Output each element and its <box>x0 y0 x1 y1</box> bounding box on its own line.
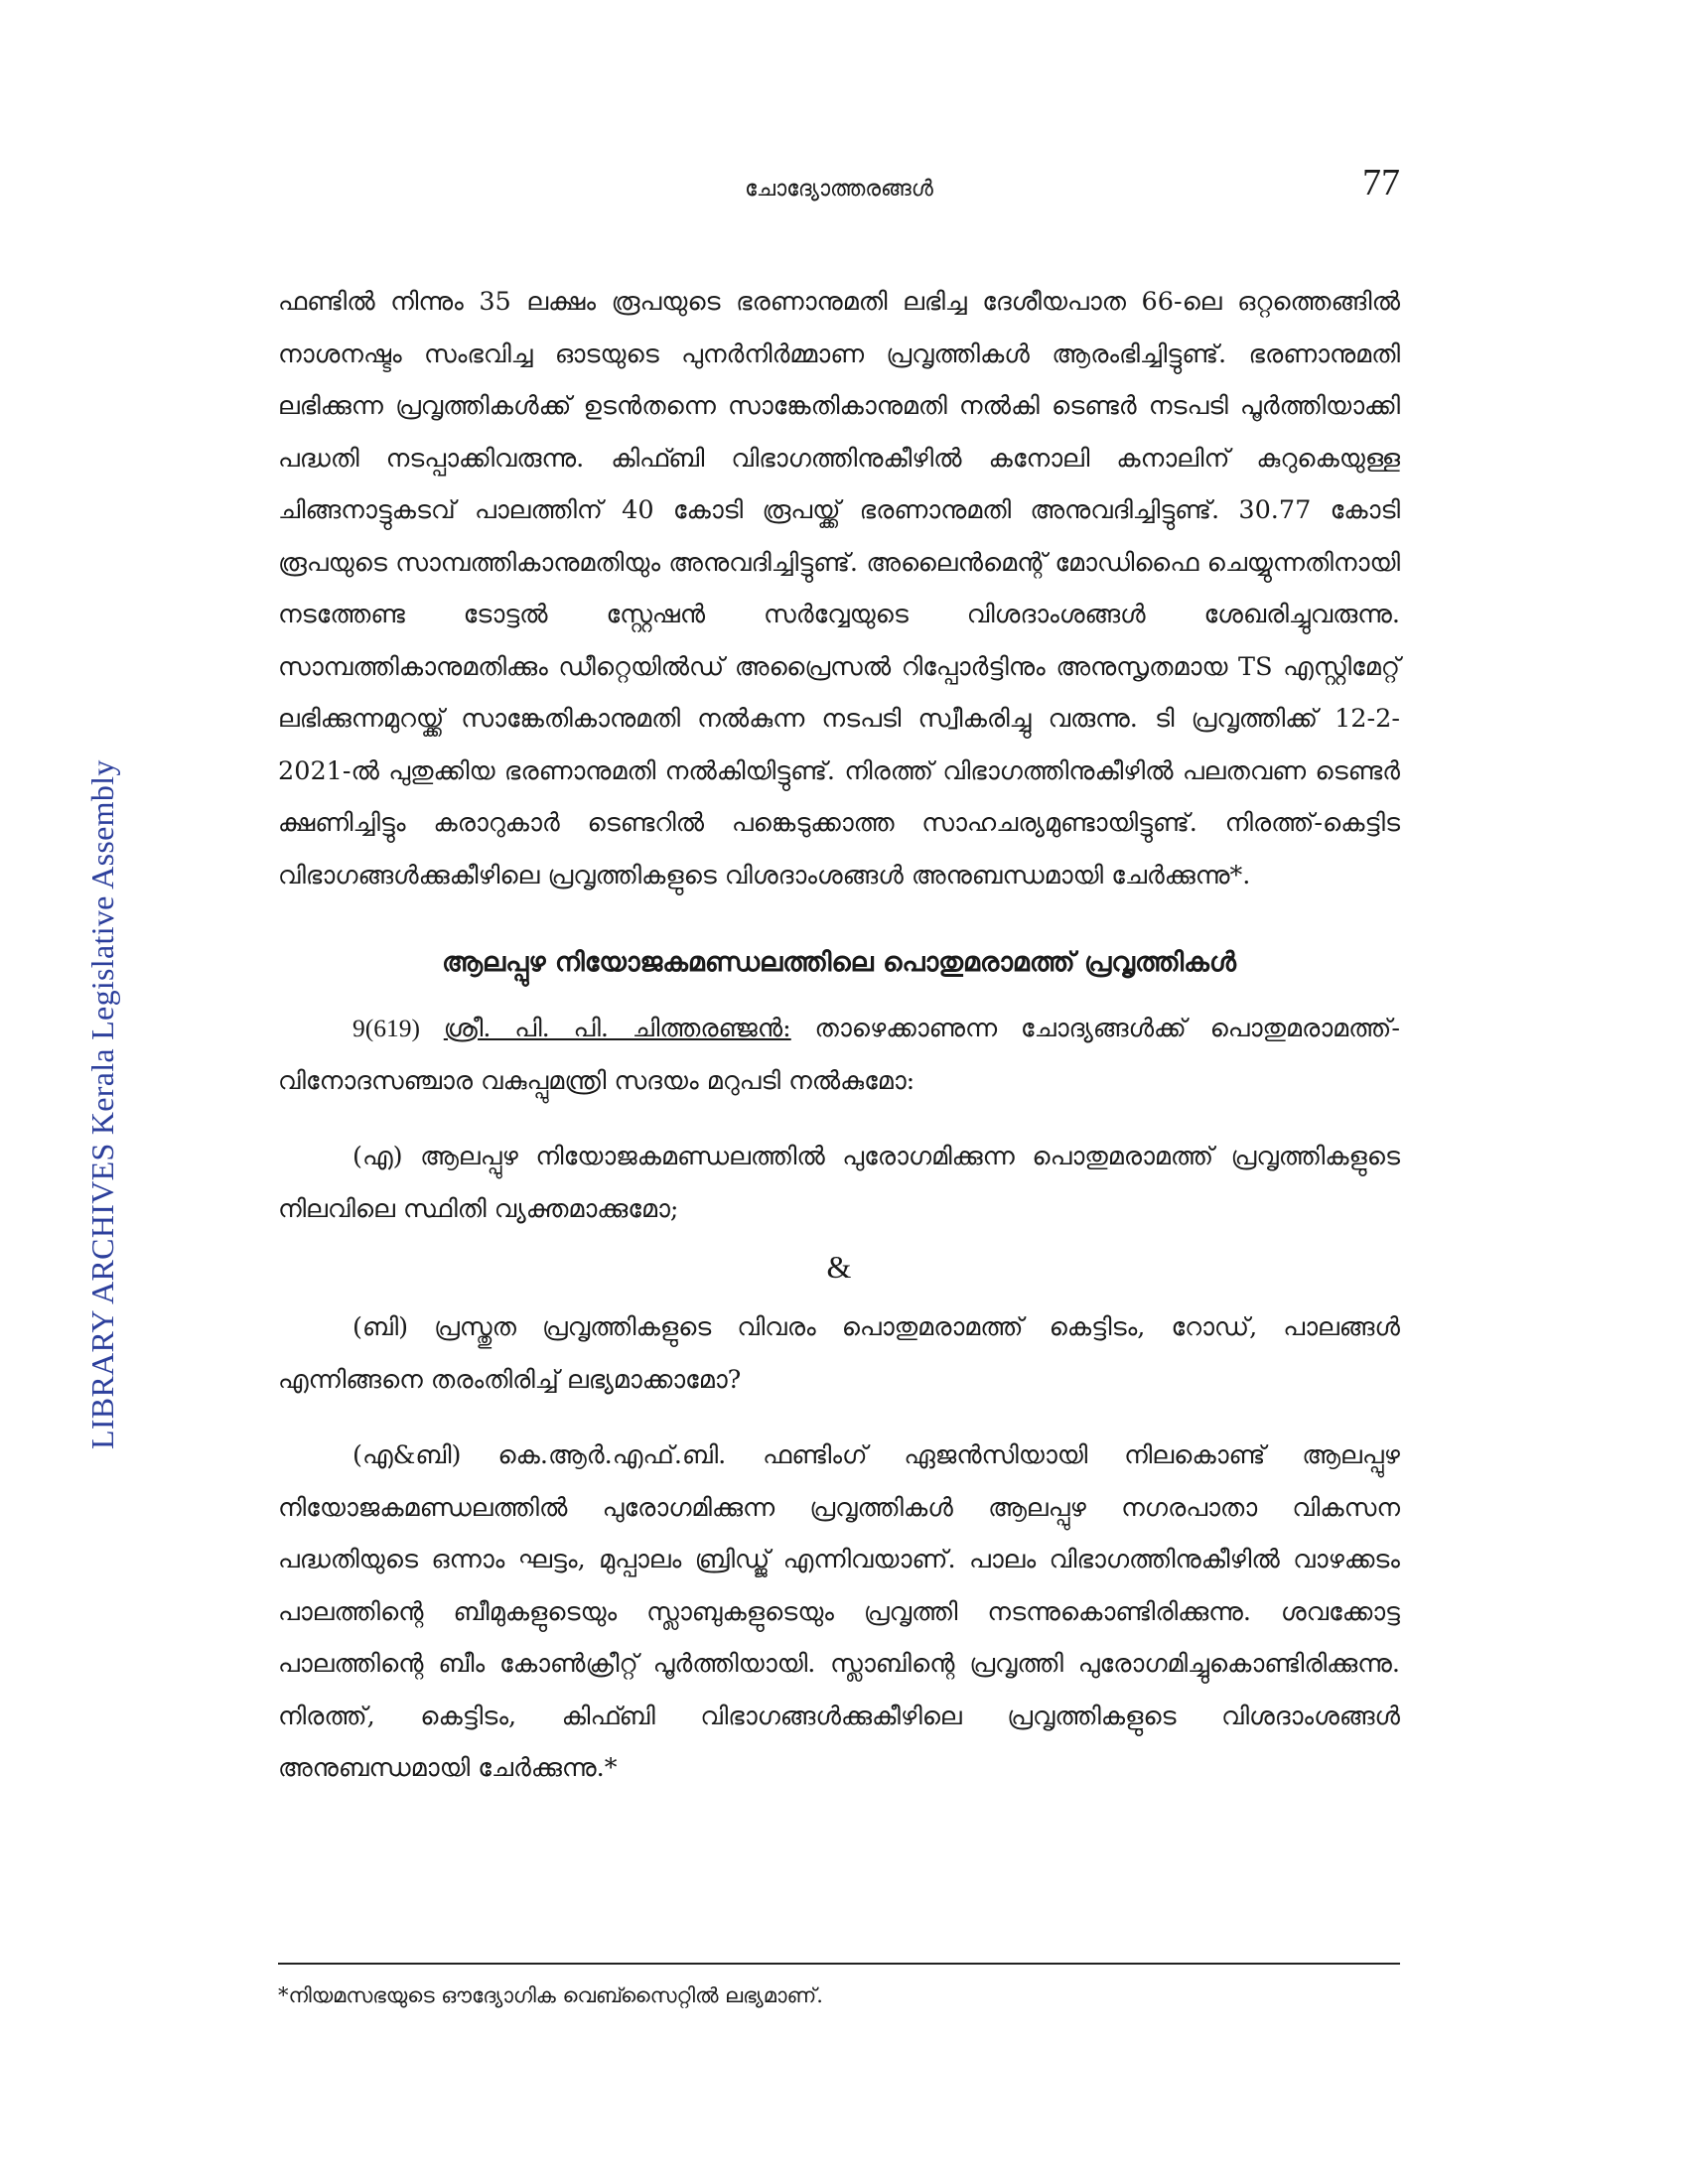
page-body <box>278 276 1400 1795</box>
question-number: 9(619) <box>352 1014 420 1042</box>
footnote: *നിയമസഭയുടെ ഔദ്യോഗിക വെബ്സൈറ്റിൽ ലഭ്യമാണ്. <box>278 1983 823 2007</box>
section-heading: ആലപ്പുഴ നിയോജകമണ്ഡലത്തിലെ പൊതുമരാമത്ത് പ്രവൃത്തികൾ <box>441 947 1237 978</box>
ampersand-separator: & <box>826 1249 852 1285</box>
question-intro <box>278 1003 1400 1107</box>
footnote-divider <box>278 1963 1400 1965</box>
member-name: ശ്രീ. പി. പി. ചിത്തരഞ്ജൻ: <box>443 1014 791 1043</box>
page-header <box>278 159 1400 218</box>
question-intro-text: താഴെക്കാണുന്ന ചോദ്യങ്ങൾക്ക് പൊതുമരാമത്ത്-വിനോദസഞ്ചാര വകുപ്പുമന്ത്രി സദയം മറുപടി നൽകുമോ: <box>278 1014 1400 1096</box>
answer-paragraph: (എ&ബി) കെ.ആർ.എഫ്.ബി. ഫണ്ടിംഗ് ഏജൻസിയായി നിലകൊണ്ട് ആലപ്പുഴ നിയോജകമണ്ഡലത്തിൽ പുരോഗമിക്കുന്ന പ്രവൃത്തികൾ ആലപ്പുഴ നഗരപാതാ വികസന പദ്ധതിയുടെ ഒന്നാം ഘട്ടം, മുപ്പാലം ബ്രിഡ്ജ് എന്നിവയാണ്. പാലം വിഭാഗത്തിനുകീഴിൽ വാഴക്കടം പാലത്തിന്റെ ബീമുകളുടെയും സ്ലാബുകളുടെയും പ്രവൃത്തി നടന്നുകൊണ്ടിരിക്കുന്നു. ശവക്കോട്ട പാലത്തിന്റെ ബീം കോൺക്രീറ്റ് പൂർത്തിയായി. സ്ലാബിന്റെ പ്രവൃത്തി പുരോഗമിച്ചുകൊണ്ടിരിക്കുന്നു. നിരത്ത്, കെട്ടിടം, കിഫ്ബി വിഭാഗങ്ങൾക്കുകീഴിലെ പ്രവൃത്തികളുടെ വിശദാംശങ്ങൾ അനുബന്ധമായി ചേർക്കുന്നു.* <box>278 1440 1400 1783</box>
continued-answer-paragraph: ഫണ്ടിൽ നിന്നും 35 ലക്ഷം രൂപയുടെ ഭരണാനുമതി ലഭിച്ച ദേശീയപാത 66-ലെ ഒറ്റത്തെങ്ങിൽ നാശനഷ്ടം സംഭവിച്ച ഓടയുടെ പുനർനിർമ്മാണ പ്രവൃത്തികൾ ആരംഭിച്ചിട്ടുണ്ട്. ഭരണാനുമതി ലഭിക്കുന്ന പ്രവൃത്തികൾക്ക് ഉടൻതന്നെ സാങ്കേതികാനുമതി നൽകി ടെണ്ടർ നടപടി പൂർത്തിയാക്കി പദ്ധതി നടപ്പാക്കിവരുന്നു. കിഫ്ബി വിഭാഗത്തിനുകീഴിൽ കനോലി കനാലിന് കുറുകെയുള്ള ചിങ്ങനാട്ടുകടവ് പാലത്തിന് 40 കോടി രൂപയ്ക്ക് ഭരണാനുമതി അനുവദിച്ചിട്ടുണ്ട്. 30.77 കോടി രൂപയുടെ സാമ്പത്തികാനുമതിയും അനുവദിച്ചിട്ടുണ്ട്. അലൈൻമെന്റ് മോഡിഫൈ ചെയ്യുന്നതിനായി നടത്തേണ്ട ടോട്ടൽ സ്റ്റേഷൻ സർവ്വേയുടെ വിശദാംശങ്ങൾ ശേഖരിച്ചുവരുന്നു. സാമ്പത്തികാനുമതിക്കും ഡീറ്റെയിൽഡ് അപ്രൈസൽ റിപ്പോർട്ടിനും അനുസൃതമായ TS എസ്റ്റിമേറ്റ് ലഭിക്കുന്നമുറയ്ക്ക് സാങ്കേതികാനുമതി നൽകുന്ന നടപടി സ്വീകരിച്ചു വരുന്നു. ടി പ്രവൃത്തിക്ക് 12-2-2021-ൽ പുതുക്കിയ ഭരണാനുമതി നൽകിയിട്ടുണ്ട്. നിരത്ത് വിഭാഗത്തിനുകീഴിൽ പലതവണ ടെണ്ടർ ക്ഷണിച്ചിട്ടും കരാറുകാർ ടെണ്ടറിൽ പങ്കെടുക്കാത്ത സാഹചര്യമുണ്ടായിട്ടുണ്ട്. നിരത്ത്-കെട്ടിട വിഭാഗങ്ങൾക്കുകീഴിലെ പ്രവൃത്തികളുടെ വിശദാംശങ്ങൾ അനുബന്ധമായി ചേർക്കുന്നു*. <box>278 287 1400 890</box>
question-b: (ബി) പ്രസ്തുത പ്രവൃത്തികളുടെ വിവരം പൊതുമരാമത്ത് കെട്ടിടം, റോഡ്, പാലങ്ങൾ എന്നിങ്ങനെ തരംതിരിച്ച് ലഭ്യമാക്കാമോ? <box>278 1312 1400 1395</box>
page-number: 77 <box>1362 162 1400 204</box>
running-title: ചോദ്യോത്തരങ്ങൾ <box>745 177 933 202</box>
archive-watermark: LIBRARY ARCHIVES Kerala Legislative Assembly <box>84 759 120 1449</box>
question-a: (എ) ആലപ്പുഴ നിയോജകമണ്ഡലത്തിൽ പുരോഗമിക്കുന്ന പൊതുമരാമത്ത് പ്രവൃത്തികളുടെ നിലവിലെ സ്ഥിതി വ്യക്തമാക്കുമോ; <box>278 1142 1400 1224</box>
